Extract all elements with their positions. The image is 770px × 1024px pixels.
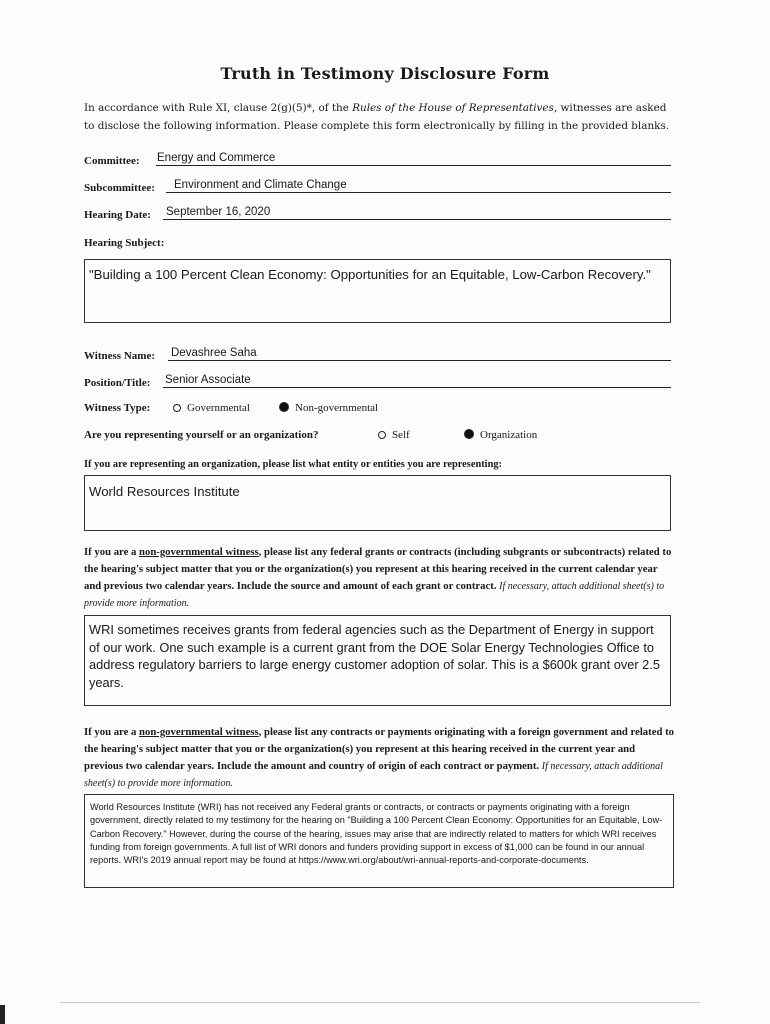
position-label: Position/Title: (84, 377, 151, 389)
witness-type-label: Witness Type: (84, 402, 151, 414)
committee-label: Committee: (84, 155, 140, 167)
witness-name-row (84, 343, 671, 361)
hearing-subject-label: Hearing Subject: (84, 237, 165, 249)
hearing-date-label: Hearing Date: (84, 209, 151, 221)
committee-row (84, 148, 671, 166)
foreign-payments-field[interactable]: World Resources Institute (WRI) has not received any Federal grants or contracts, or contracts or payments originating with a foreign government, directly related to my testimony for the hearing on "Building a 100 Percent Clean Economy: Opportunities for an Equitable, Low-Carbon Recovery." However, during the course of the hearing, issues may arise that are indirectly related to matters for which WRI receives funding from foreign governments. A full list of WRI donors and funders providing support in excess of $1,000 can be found in our annual reports. WRI's 2019 annual report may be found at https://www.wri.org/about/wri-annual-reports-and-corporate-documents. (84, 794, 674, 888)
hearing-subject-field[interactable]: "Building a 100 Percent Clean Economy: Opportunities for an Equitable, Low-Carbon Recovery." (84, 259, 671, 323)
witness-name-label: Witness Name: (84, 350, 155, 362)
federal-grants-field[interactable]: WRI sometimes receives grants from federal agencies such as the Department of Energy in support of our work. One such example is a current grant from the DOE Solar Energy Technologies Office to address regulatory barriers to large energy customer adoption of solar. This is a $600k grant over 2.5 years. (84, 615, 671, 706)
subcommittee-field[interactable]: Environment and Climate Change (174, 179, 347, 191)
radio-filled-icon (279, 402, 289, 412)
federal-grants-prompt: If you are a non-governmental witness, please list any federal grants or contracts (including subgrants or subcontracts) related to the hearing's subject matter that you or the organization(s) you represent at this hearing received in the current calendar year and previous two calendar years. Include the source and amount of each grant or contract. If necessary, attach additional sheet(s) to provide more information. (84, 546, 672, 609)
representing-question: Are you representing yourself or an organization? (84, 429, 319, 441)
witness-name-field[interactable]: Devashree Saha (171, 347, 257, 359)
subcommittee-label: Subcommittee: (84, 182, 155, 194)
governmental-radio[interactable]: Governmental (173, 402, 250, 414)
form-title: Truth in Testimony Disclosure Form (220, 64, 550, 83)
entity-prompt: If you are representing an organization, please list what entity or entities you are representing: (84, 459, 503, 470)
entity-field[interactable]: World Resources Institute (84, 475, 671, 531)
radio-empty-icon (378, 431, 386, 439)
non-governmental-radio[interactable]: Non-governmental (279, 402, 378, 414)
radio-filled-icon (464, 429, 474, 439)
subcommittee-row (84, 175, 671, 193)
radio-empty-icon (173, 404, 181, 412)
scan-edge-mark (0, 1005, 5, 1024)
scan-divider (60, 1002, 700, 1003)
organization-radio[interactable]: Organization (464, 429, 537, 441)
form-intro: In accordance with Rule XI, clause 2(g)(5)*, of the Rules of the House of Representatives, witnesses are asked to disclose the following information. Please complete this form electronically by filling in the provided blanks. (84, 102, 670, 132)
hearing-date-field[interactable]: September 16, 2020 (166, 206, 271, 218)
self-radio[interactable]: Self (378, 429, 410, 441)
foreign-payments-prompt: If you are a non-governmental witness, please list any contracts or payments originating with a foreign government and related to the hearing's subject matter that you or the organization(s) you represent at this hearing received in the current year and previous two calendar years. Include the amount and country of origin of each contract or payment. If necessary, attach additional sheet(s) to provide more information. (84, 726, 674, 789)
committee-field[interactable]: Energy and Commerce (157, 152, 276, 164)
hearing-date-row (84, 202, 671, 220)
position-field[interactable]: Senior Associate (165, 374, 251, 386)
position-row (84, 370, 671, 388)
representing-row (84, 429, 674, 445)
witness-type-row (84, 402, 674, 418)
